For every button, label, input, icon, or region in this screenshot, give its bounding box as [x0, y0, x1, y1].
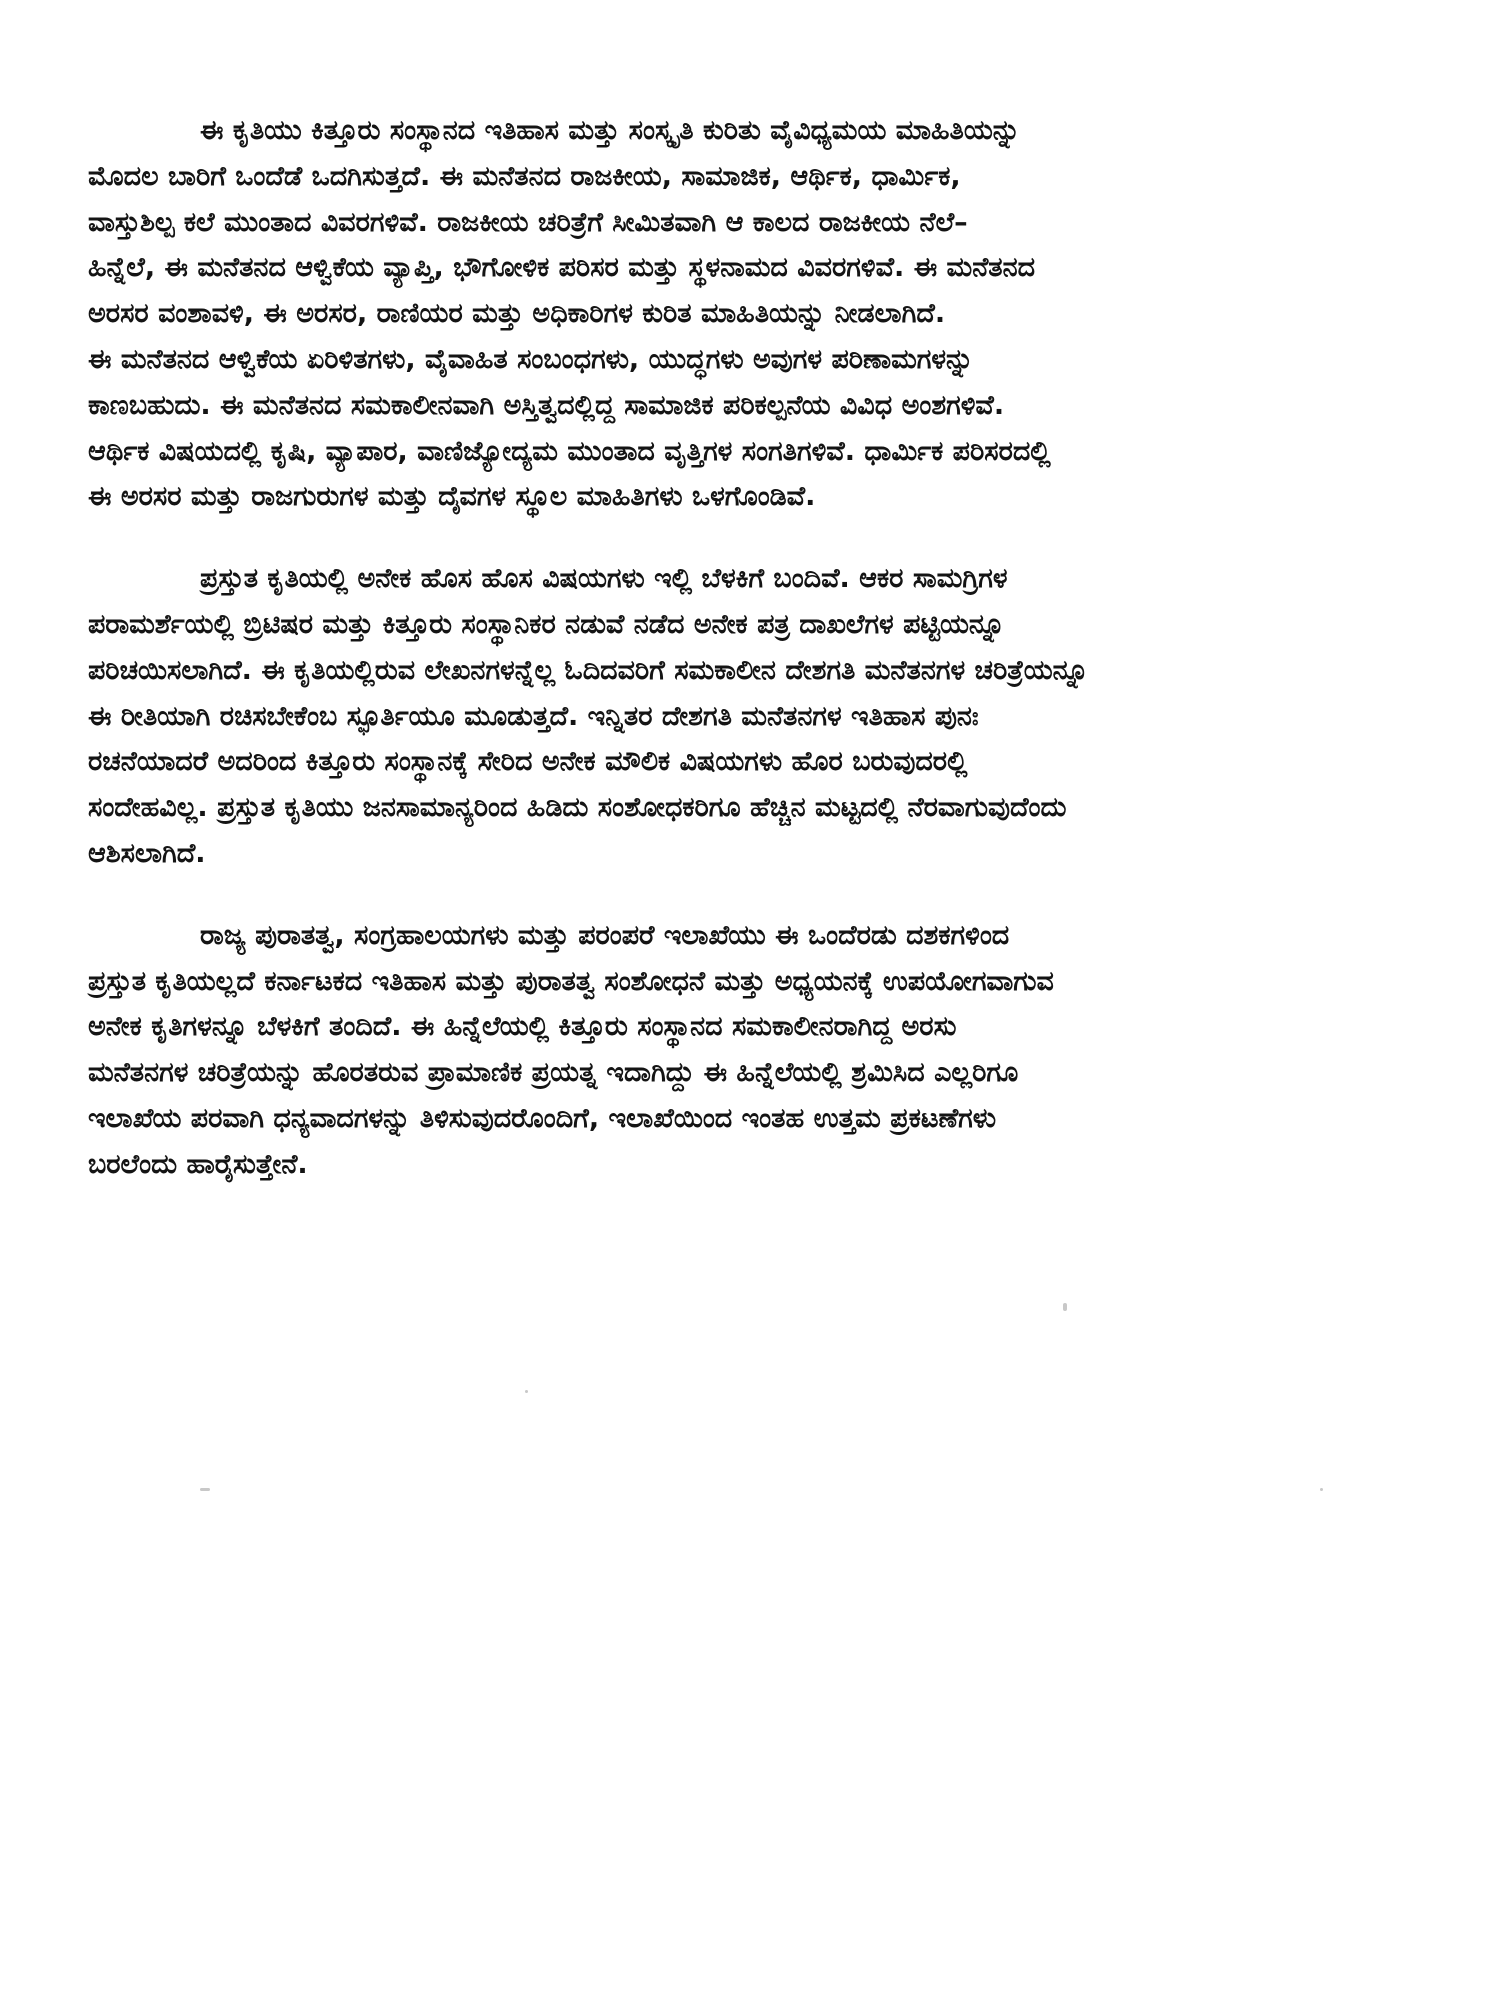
document-body	[88, 108, 1418, 1224]
scan-speck	[1320, 1488, 1323, 1491]
paragraph-3: ರಾಜ್ಯ ಪುರಾತತ್ವ, ಸಂಗ್ರಹಾಲಯಗಳು ಮತ್ತು ಪರಂಪರೆ ಇಲಾಖೆಯು ಈ ಒಂದೆರಡು ದಶಕಗಳಿಂದ ಪ್ರಸ್ತುತ ಕೃತಿಯಲ್ಲದೆ ಕರ್ನಾಟಕದ ಇತಿಹಾಸ ಮತ್ತು ಪುರಾತತ್ವ ಸಂಶೋಧನೆ ಮತ್ತು ಅಧ್ಯಯನಕ್ಕೆ ಉಪಯೋಗವಾಗುವ ಅನೇಕ ಕೃತಿಗಳನ್ನೂ ಬೆಳಕಿಗೆ ತಂದಿದೆ. ಈ ಹಿನ್ನೆಲೆಯಲ್ಲಿ ಕಿತ್ತೂರು ಸಂಸ್ಥಾನದ ಸಮಕಾಲೀನರಾಗಿದ್ದ ಅರಸು ಮನೆತನಗಳ ಚರಿತ್ರೆಯನ್ನು ಹೊರತರುವ ಪ್ರಾಮಾಣಿಕ ಪ್ರಯತ್ನ ಇದಾಗಿದ್ದು ಈ ಹಿನ್ನೆಲೆಯಲ್ಲಿ ಶ್ರಮಿಸಿದ ಎಲ್ಲರಿಗೂ ಇಲಾಖೆಯ ಪರವಾಗಿ ಧನ್ಯವಾದಗಳನ್ನು ತಿಳಿಸುವುದರೊಂದಿಗೆ, ಇಲಾಖೆಯಿಂದ ಇಂತಹ ಉತ್ತಮ ಪ್ರಕಟಣೆಗಳು ಬರಲೆಂದು ಹಾರೈಸುತ್ತೇನೆ.	[88, 919, 1054, 1180]
paragraph-2: ಪ್ರಸ್ತುತ ಕೃತಿಯಲ್ಲಿ ಅನೇಕ ಹೊಸ ಹೊಸ ವಿಷಯಗಳು ಇಲ್ಲಿ ಬೆಳಕಿಗೆ ಬಂದಿವೆ. ಆಕರ ಸಾಮಗ್ರಿಗಳ ಪರಾಮರ್ಶೆಯಲ್ಲಿ ಬ್ರಿಟಿಷರ ಮತ್ತು ಕಿತ್ತೂರು ಸಂಸ್ಥಾನಿಕರ ನಡುವೆ ನಡೆದ ಅನೇಕ ಪತ್ರ ದಾಖಲೆಗಳ ಪಟ್ಟಿಯನ್ನೂ ಪರಿಚಯಿಸಲಾಗಿದೆ. ಈ ಕೃತಿಯಲ್ಲಿರುವ ಲೇಖನಗಳನ್ನೆಲ್ಲ ಓದಿದವರಿಗೆ ಸಮಕಾಲೀನ ದೇಶಗತಿ ಮನೆತನಗಳ ಚರಿತ್ರೆಯನ್ನೂ ಈ ರೀತಿಯಾಗಿ ರಚಿಸಬೇಕೆಂಬ ಸ್ಫೂರ್ತಿಯೂ ಮೂಡುತ್ತದೆ. ಇನ್ನಿತರ ದೇಶಗತಿ ಮನೆತನಗಳ ಇತಿಹಾಸ ಪುನಃ ರಚನೆಯಾದರೆ ಅದರಿಂದ ಕಿತ್ತೂರು ಸಂಸ್ಥಾನಕ್ಕೆ ಸೇರಿದ ಅನೇಕ ಮೌಲಿಕ ವಿಷಯಗಳು ಹೊರ ಬರುವುದರಲ್ಲಿ ಸಂದೇಹವಿಲ್ಲ. ಪ್ರಸ್ತುತ ಕೃತಿಯು ಜನಸಾಮಾನ್ಯರಿಂದ ಹಿಡಿದು ಸಂಶೋಧಕರಿಗೂ ಹೆಚ್ಚಿನ ಮಟ್ಟದಲ್ಲಿ ನೆರವಾಗುವುದೆಂದು ಆಶಿಸಲಾಗಿದೆ.	[88, 563, 1089, 869]
scan-speck	[525, 1390, 528, 1393]
paragraph-1: ಈ ಕೃತಿಯು ಕಿತ್ತೂರು ಸಂಸ್ಥಾನದ ಇತಿಹಾಸ ಮತ್ತು ಸಂಸ್ಕೃತಿ ಕುರಿತು ವೈವಿಧ್ಯಮಯ ಮಾಹಿತಿಯನ್ನು ಮೊದಲ ಬಾರಿಗೆ ಒಂದೆಡೆ ಒದಗಿಸುತ್ತದೆ. ಈ ಮನೆತನದ ರಾಜಕೀಯ, ಸಾಮಾಜಿಕ, ಆರ್ಥಿಕ, ಧಾರ್ಮಿಕ, ವಾಸ್ತುಶಿಲ್ಪ ಕಲೆ ಮುಂತಾದ ವಿವರಗಳಿವೆ. ರಾಜಕೀಯ ಚರಿತ್ರೆಗೆ ಸೀಮಿತವಾಗಿ ಆ ಕಾಲದ ರಾಜಕೀಯ ನೆಲೆ– ಹಿನ್ನೆಲೆ, ಈ ಮನೆತನದ ಆಳ್ವಿಕೆಯ ವ್ಯಾಪ್ತಿ, ಭೌಗೋಳಿಕ ಪರಿಸರ ಮತ್ತು ಸ್ಥಳನಾಮದ ವಿವರಗಳಿವೆ. ಈ ಮನೆತನದ ಅರಸರ ವಂಶಾವಳಿ, ಈ ಅರಸರ, ರಾಣಿಯರ ಮತ್ತು ಅಧಿಕಾರಿಗಳ ಕುರಿತ ಮಾಹಿತಿಯನ್ನು ನೀಡಲಾಗಿದೆ. ಈ ಮನೆತನದ ಆಳ್ವಿಕೆಯ ಏರಿಳಿತಗಳು, ವೈವಾಹಿತ ಸಂಬಂಧಗಳು, ಯುದ್ಧಗಳು ಅವುಗಳ ಪರಿಣಾಮಗಳನ್ನು ಕಾಣಬಹುದು. ಈ ಮನೆತನದ ಸಮಕಾಲೀನವಾಗಿ ಅಸ್ತಿತ್ವದಲ್ಲಿದ್ದ ಸಾಮಾಜಿಕ ಪರಿಕಲ್ಪನೆಯ ವಿವಿಧ ಅಂಶಗಳಿವೆ. ಆರ್ಥಿಕ ವಿಷಯದಲ್ಲಿ ಕೃಷಿ, ವ್ಯಾಪಾರ, ವಾಣಿಜ್ಯೋದ್ಯಮ ಮುಂತಾದ ವೃತ್ತಿಗಳ ಸಂಗತಿಗಳಿವೆ. ಧಾರ್ಮಿಕ ಪರಿಸರದಲ್ಲಿ ಈ ಅರಸರ ಮತ್ತು ರಾಜಗುರುಗಳ ಮತ್ತು ದೈವಗಳ ಸ್ಥೂಲ ಮಾಹಿತಿಗಳು ಒಳಗೊಂಡಿವೆ.	[88, 115, 1051, 513]
scan-speck	[200, 1488, 210, 1491]
scan-speck	[1063, 1303, 1067, 1311]
